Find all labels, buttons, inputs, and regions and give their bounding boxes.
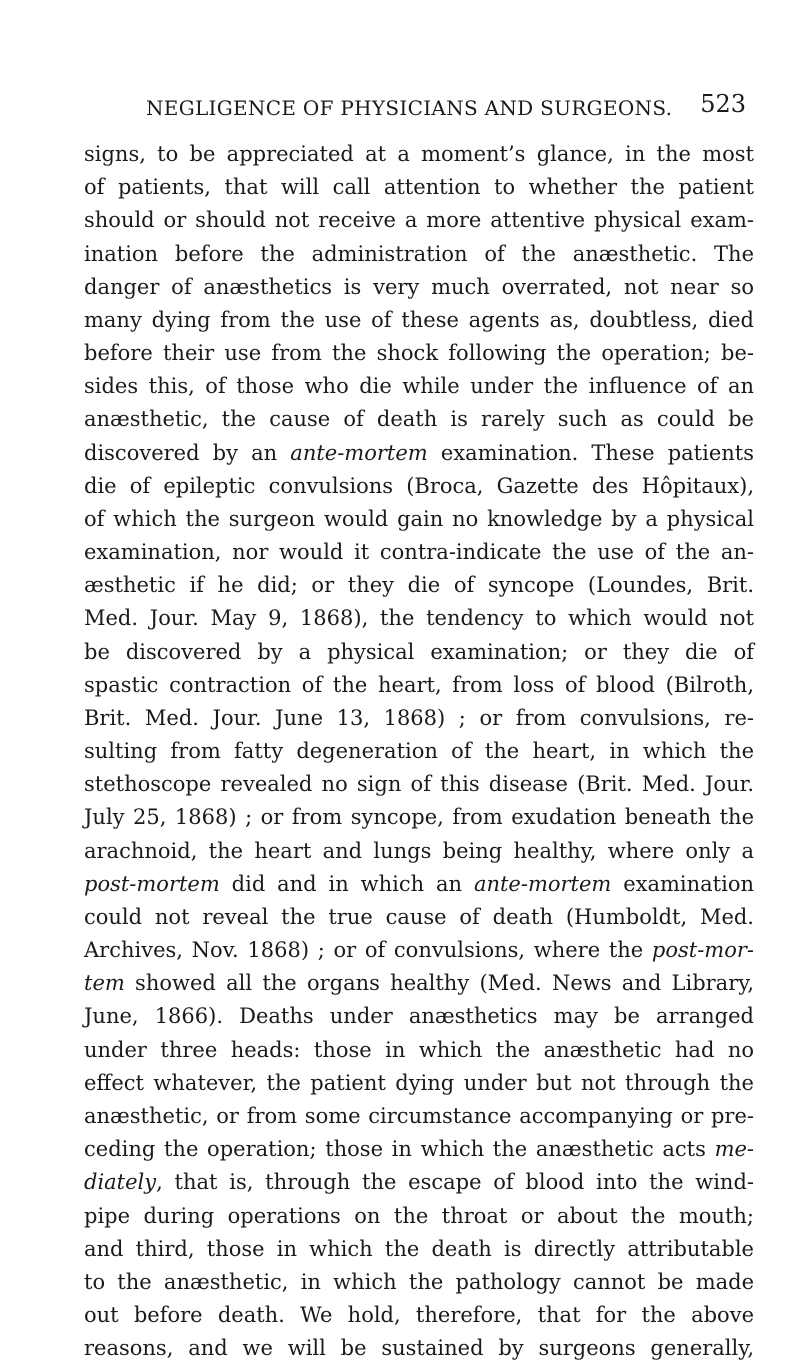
text-segment: of which the surgeon would gain no knowledge by a physical	[84, 506, 754, 531]
italic-text-segment: diately	[84, 1170, 157, 1195]
text-line	[84, 934, 754, 967]
text-segment: June, 1866). Deaths under anæsthetics may be arranged	[84, 1004, 754, 1029]
text-line	[84, 1266, 754, 1299]
text-segment: showed all the organs healthy (Med. News and Library,	[124, 971, 754, 996]
text-segment: reasons, and we will be sustained by surgeons generally,	[84, 1336, 754, 1361]
text-segment: , that is, through the escape of blood into the wind-	[156, 1170, 754, 1195]
text-line	[84, 801, 754, 834]
text-line	[84, 868, 754, 901]
italic-text-segment: post-mortem	[84, 871, 220, 896]
text-segment: ination before the administration of the anæsthetic. The	[84, 241, 754, 266]
italic-text-segment: tem	[84, 971, 125, 996]
text-segment: danger of anæsthetics is very much overrated, not near so	[84, 274, 754, 299]
text-line	[84, 602, 754, 635]
text-segment: could not reveal the true cause of death (Humboldt, Med.	[84, 904, 754, 929]
header-title: NEGLIGENCE OF PHYSICIANS AND SURGEONS.	[146, 96, 673, 120]
italic-text-segment: ante-mortem	[290, 440, 428, 465]
page-number: 523	[700, 90, 746, 118]
text-line	[84, 735, 754, 768]
text-segment: and third, those in which the death is directly attributable	[84, 1236, 754, 1261]
text-segment: be discovered by a physical examination; or they die of	[84, 639, 754, 664]
text-line	[84, 1332, 754, 1365]
text-line	[84, 967, 754, 1000]
text-line	[84, 1166, 754, 1199]
text-line	[84, 835, 754, 868]
italic-text-segment: ante-mortem	[473, 871, 612, 896]
text-line	[84, 569, 754, 602]
text-segment: arachnoid, the heart and lungs being healthy, where only a	[84, 838, 754, 863]
text-segment: did and in which an	[219, 871, 474, 896]
text-segment: signs, to be appreciated at a moment’s glance, in the most	[84, 142, 754, 166]
text-line	[84, 437, 754, 470]
italic-text-segment: post-mor-	[651, 938, 754, 963]
text-segment: æsthetic if he did; or they die of syncope (Loundes, Brit.	[84, 573, 754, 598]
text-segment: many dying from the use of these agents as, doubtless, died	[84, 307, 754, 332]
text-line	[84, 1067, 754, 1100]
text-segment: before their use from the shock following the operation; be-	[84, 341, 754, 366]
text-segment: of patients, that will call attention to whether the patient	[84, 175, 754, 200]
text-line	[84, 503, 754, 536]
text-line	[84, 204, 754, 237]
text-segment: spastic contraction of the heart, from loss of blood (Bilroth,	[84, 672, 754, 697]
italic-text-segment: me-	[714, 1137, 754, 1162]
text-segment: under three heads: those in which the anæsthetic had no	[84, 1037, 754, 1062]
text-segment: Brit. Med. Jour. June 13, 1868) ; or from convulsions, re-	[84, 705, 754, 730]
text-segment: die of epileptic convulsions (Broca, Gazette des Hôpitaux),	[84, 473, 754, 498]
text-segment: examination, nor would it contra-indicate the use of the an-	[84, 540, 754, 565]
text-segment: Archives, Nov. 1868) ; or of convulsions, where the	[84, 938, 652, 963]
text-segment: out before death. We hold, therefore, that for the above	[84, 1303, 754, 1328]
text-line	[84, 403, 754, 436]
text-segment: anæsthetic, the cause of death is rarely such as could be	[84, 407, 754, 432]
text-segment: discovered by an	[84, 440, 291, 465]
text-segment: to the anæsthetic, in which the pathology cannot be made	[84, 1269, 754, 1294]
text-line	[84, 1100, 754, 1133]
text-line	[84, 1000, 754, 1033]
text-line	[84, 271, 754, 304]
text-segment: anæsthetic, or from some circumstance accompanying or pre-	[84, 1103, 754, 1128]
text-segment: stethoscope revealed no sign of this disease (Brit. Med. Jour.	[84, 772, 754, 797]
text-line	[84, 768, 754, 801]
text-line	[84, 470, 754, 503]
text-line	[84, 138, 754, 171]
text-segment: effect whatever, the patient dying under but not through the	[84, 1070, 754, 1095]
text-line	[84, 238, 754, 271]
text-segment: Med. Jour. May 9, 1868), the tendency to which would not	[84, 606, 754, 631]
text-line	[84, 669, 754, 702]
running-head	[146, 90, 746, 126]
text-line	[84, 1034, 754, 1067]
body-text	[84, 138, 754, 1365]
text-line	[84, 702, 754, 735]
text-line	[84, 536, 754, 569]
text-segment: examination	[611, 871, 754, 896]
text-segment: sulting from fatty degeneration of the heart, in which the	[84, 739, 754, 764]
text-segment: examination. These patients	[427, 440, 754, 465]
text-line	[84, 1299, 754, 1332]
text-segment: should or should not receive a more attentive physical exam-	[84, 208, 754, 233]
text-line	[84, 636, 754, 669]
text-segment: July 25, 1868) ; or from syncope, from exudation beneath the	[84, 805, 754, 830]
text-line	[84, 1233, 754, 1266]
text-line	[84, 1133, 754, 1166]
text-line	[84, 171, 754, 204]
text-line	[84, 901, 754, 934]
text-segment: sides this, of those who die while under the influence of an	[84, 374, 754, 399]
text-segment: ceding the operation; those in which the anæsthetic acts	[84, 1137, 715, 1162]
text-line	[84, 370, 754, 403]
text-segment: pipe during operations on the throat or about the mouth;	[84, 1203, 754, 1228]
text-line	[84, 1200, 754, 1233]
text-line	[84, 337, 754, 370]
text-line	[84, 304, 754, 337]
